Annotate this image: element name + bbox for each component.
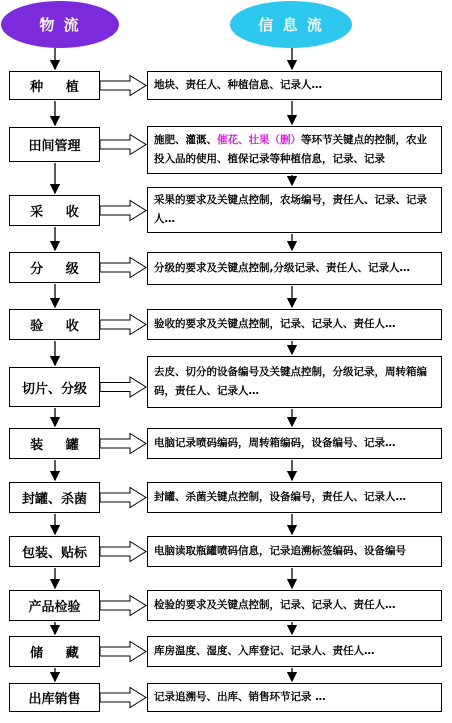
info-detail-box	[147, 536, 442, 567]
stage-box: 验 收	[9, 309, 100, 340]
right-block-arrow	[100, 642, 146, 662]
detail-text: 验收的要求及关键点控制，记录、记录人、责任人…	[154, 318, 396, 330]
right-block-arrow	[100, 596, 146, 616]
detail-text: 检验的要求及关键点控制，记录、记录人、责任人…	[154, 599, 396, 611]
stage-box: 出库销售	[9, 683, 100, 712]
stage-box: 田间管理	[9, 127, 100, 162]
detail-text: 电脑记录喷码编码，周转箱编码，设备编号、记录…	[154, 437, 396, 449]
right-block-arrow	[100, 315, 146, 335]
right-block-arrow	[100, 688, 146, 708]
right-block-arrow	[100, 258, 146, 278]
right-block-arrow	[100, 434, 146, 454]
info-detail-box	[147, 636, 442, 667]
logistics-header: 物 流	[1, 1, 119, 48]
right-block-arrow	[100, 542, 146, 562]
right-block-arrow	[100, 201, 146, 221]
stage-box: 产品检验	[9, 590, 100, 621]
stage-box: 装 罐	[9, 428, 100, 459]
info-detail-box	[147, 590, 442, 621]
detail-text: 去皮、切分的设备编号及关键点控制，分级记录，周转箱编码，责任人、记录人…	[154, 366, 427, 397]
info-detail-box	[147, 356, 442, 408]
detail-text: 电脑读取瓶罐喷码信息，记录追溯标签编码、设备编号	[154, 545, 406, 557]
info-detail-box	[147, 71, 442, 100]
info-flow-header: 信 息 流	[230, 1, 352, 48]
right-block-arrow	[100, 377, 146, 397]
info-detail-box	[147, 683, 442, 712]
detail-text: 施肥、灌溉、	[154, 134, 217, 146]
info-detail-box	[147, 252, 442, 285]
detail-text: 等环节关键点的控制，农业投入品的使用、植保记录等种植信息，记录、记录	[154, 134, 427, 165]
info-detail-box	[147, 126, 442, 174]
detail-text: 分级的要求及关键点控制,分级记录、责任人、记录人…	[154, 262, 410, 274]
detail-text: 库房温度、湿度、入库登记、记录人、责任人…	[154, 645, 375, 657]
detail-text: 记录追溯号、出库、销售环节记录 …	[154, 691, 326, 703]
detail-highlight-text: 催花、壮果（删）	[217, 134, 301, 146]
detail-text: 采果的要求及关键点控制，农场编号，责任人、记录、记录人…	[154, 194, 427, 225]
stage-box: 切片、分级	[9, 367, 100, 407]
stage-box: 封罐、杀菌	[9, 482, 100, 513]
right-block-arrow	[100, 76, 146, 96]
stage-box: 储 藏	[9, 636, 100, 667]
right-block-arrow	[100, 488, 146, 508]
stage-box: 分 级	[9, 252, 100, 283]
info-detail-box	[147, 187, 442, 233]
stage-box: 采 收	[9, 195, 100, 226]
info-detail-box	[147, 482, 442, 513]
stage-box: 包装、贴标	[9, 536, 100, 567]
info-detail-box	[147, 309, 442, 340]
stage-box: 种 植	[9, 71, 100, 100]
right-block-arrow	[100, 135, 146, 155]
info-detail-box	[147, 428, 442, 459]
detail-text: 地块、责任人、种植信息、记录人…	[154, 79, 322, 91]
detail-text: 封罐、杀菌关键点控制，设备编号，责任人、记录人…	[154, 491, 406, 503]
